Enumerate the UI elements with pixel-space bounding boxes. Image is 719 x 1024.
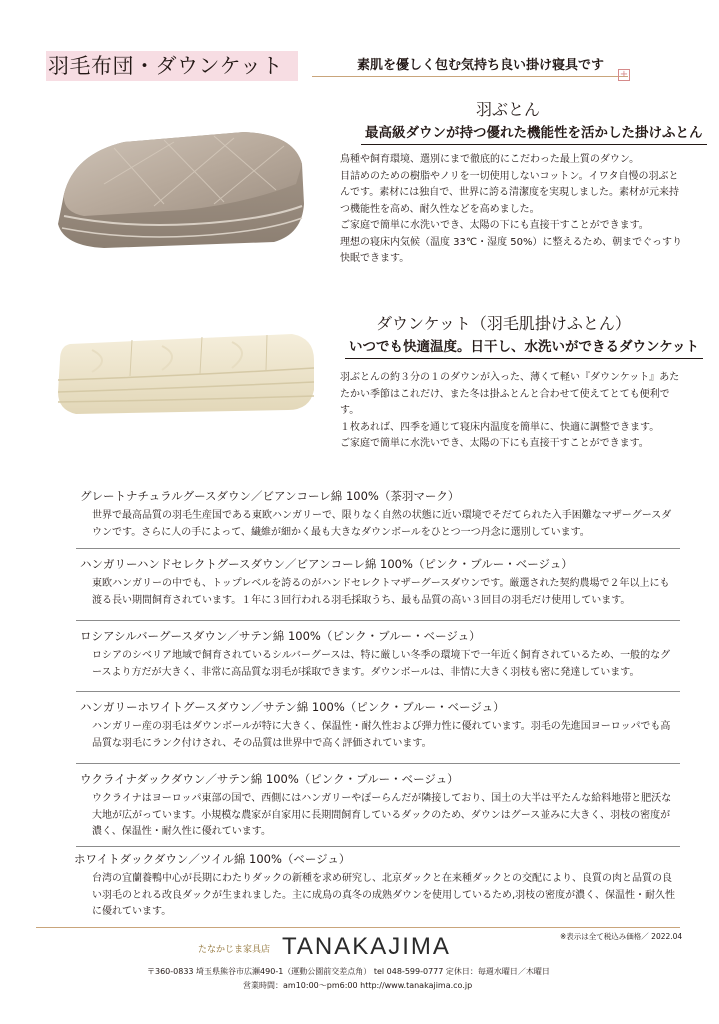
description-line: ご家庭で簡単に水洗いでき、太陽の下にも直接干すことができます。 <box>340 220 649 231</box>
store-name-small: たなかじま家具店 <box>198 945 271 955</box>
downket-image <box>52 330 318 416</box>
description-line: ご家庭で簡単に水洗いでき、太陽の下にも直接干すことができます。 <box>340 438 649 449</box>
page-title: 羽毛布団・ダウンケット <box>46 51 298 81</box>
store-hours: 営業時間：am10:00～pm6:00 http://www.tanakajima.co.jp <box>243 981 473 990</box>
page-tagline: 素肌を優しく包む気持ち良い掛け寝具です <box>357 58 605 73</box>
down-item-description: 台湾の宜蘭養鴨中心が長期にわたりダックの新種を求め研究し、北京ダックと在来種ダックとの交配により、良質の肉と品質の良い羽毛のとれる改良ダックが生まれました。主に成鳥の真冬の成熟ダウンを使用しているため,羽枝の密度が濃く、保温性・耐久性に優れています。 <box>92 873 675 917</box>
section-divider <box>76 846 680 847</box>
section-divider <box>76 548 680 549</box>
down-item-title: ウクライナダックダウン／サテン綿 100%（ピンク・ブルー・ベージュ） <box>80 772 459 786</box>
product-description-downket <box>340 370 688 453</box>
down-item-title: ホワイトダックダウン／ツイル綿 100%（ベージュ） <box>74 852 351 866</box>
price-note: ※表示は全て税込み価格／ 2022.04 <box>560 932 683 941</box>
section-divider <box>76 763 680 764</box>
futon-image <box>44 124 308 254</box>
description-line: 羽ぶとんの約３分の１のダウンが入った、薄くて軽い『ダウンケット』あたたかい季節はこれだけ、また冬は掛ふとんと合わせて使えてとても便利です。 <box>340 372 680 416</box>
down-item <box>74 488 686 541</box>
down-item-title: ハンガリーホワイトグースダウン／サテン綿 100%（ピンク・ブルー・ベージュ） <box>80 700 505 714</box>
description-line: １枚あれば、四季を通じて寝床内温度を簡単に、快適に調整できます。 <box>340 421 660 433</box>
down-item <box>74 556 686 609</box>
plus-icon: + <box>619 69 629 80</box>
down-item <box>68 851 680 921</box>
down-item-title: グレートナチュラルグースダウン／ビアンコーレ綿 100%（茶羽マーク） <box>80 489 460 503</box>
product-name-downket: ダウンケット（羽毛肌掛けふとん） <box>376 314 631 333</box>
store-logo: TANAKAJIMA <box>282 933 451 960</box>
description-line: 目詰めのための樹脂やノリを一切使用しないコットン。イワタ自慢の羽ぶとんです。素材には独自で、世界に誇る清潔度を実現しました。素材が元来持つ機能性を高め、耐久性などを高めました。 <box>340 170 679 215</box>
down-item <box>74 771 686 841</box>
product-description-futon <box>340 152 688 268</box>
down-item-description: 世界で最高品質の羽毛生産国である東欧ハンガリーで、限りなく自然の状態に近い環境でそだてられた入手困難なマザーグースダウンです。さらに人の手によって、繊維が細かく最も大きなダウンボールをひとつ一つ丹念に選別しています。 <box>92 510 672 538</box>
product-name-futon: 羽ぶとん <box>476 100 541 119</box>
description-line: 鳥種や飼育環境、選別にまで徹底的にこだわった最上質のダウン。 <box>340 154 640 165</box>
down-item-title: ロシアシルバーグースダウン／サテン綿 100%（ピンク・ブルー・ベージュ） <box>80 629 481 643</box>
down-item-description: 東欧ハンガリーの中でも、トップレベルを誇るのがハンドセレクトマザーグースダウンです。厳選された契約農場で２年以上にも渡る長い期間飼育されています。１年に３回行われる羽毛採取うち、最も品質の高い３回目の羽毛だけ使用しています。 <box>92 578 670 606</box>
down-item-description: ロシアのシベリア地域で飼育されているシルバーグースは、特に厳しい冬季の環境下で一年近く飼育されているため、一般的なグースより方だが大きく、非常に高品質な羽毛が採取できます。ダウンボールは、非情に大きく羽枝も密に発達しています。 <box>92 650 671 678</box>
title-divider <box>312 76 628 77</box>
store-address: 〒360-0833 埼玉県熊谷市広瀬490-1（運動公園前交差点角） tel 048-599-0777 定休日：毎週水曜日／木曜日 <box>147 967 550 976</box>
section-divider <box>76 620 680 621</box>
down-item-title: ハンガリーハンドセレクトグースダウン／ビアンコーレ綿 100%（ピンク・ブルー・ベージュ） <box>80 557 573 571</box>
down-item-description: ハンガリー産の羽毛はダウンボールが特に大きく、保温性・耐久性および弾力性に優れています。羽毛の先進国ヨーロッパでも高品質な羽毛にランク付けされ、その品質は世界中で高く評価されています。 <box>92 721 671 749</box>
footer-divider <box>36 927 680 928</box>
description-line: 理想の寝床内気候（温度 33℃・湿度 50%）に整えるため、朝までぐっすり快眠できます。 <box>340 236 682 264</box>
product-subtitle-downket: いつでも快適温度。日干し、水洗いができるダウンケット <box>345 335 703 359</box>
down-item-description: ウクライナはヨーロッパ東部の国で、西側にはハンガリーやぽーらんだが隣接しており、国土の大半は平たんな給料地帯と肥沃な大地が広がっています。小規模な農家が自家用に長期間飼育しているダックのため、ダウンはグース並みに大きく、羽枝の密度が濃く、保温性・耐久性に優れています。 <box>92 793 672 837</box>
down-item <box>74 628 686 681</box>
product-subtitle-futon: 最高級ダウンが持つ優れた機能性を活かした掛けふとん <box>361 121 707 145</box>
down-item <box>74 699 686 752</box>
section-divider <box>76 691 680 692</box>
